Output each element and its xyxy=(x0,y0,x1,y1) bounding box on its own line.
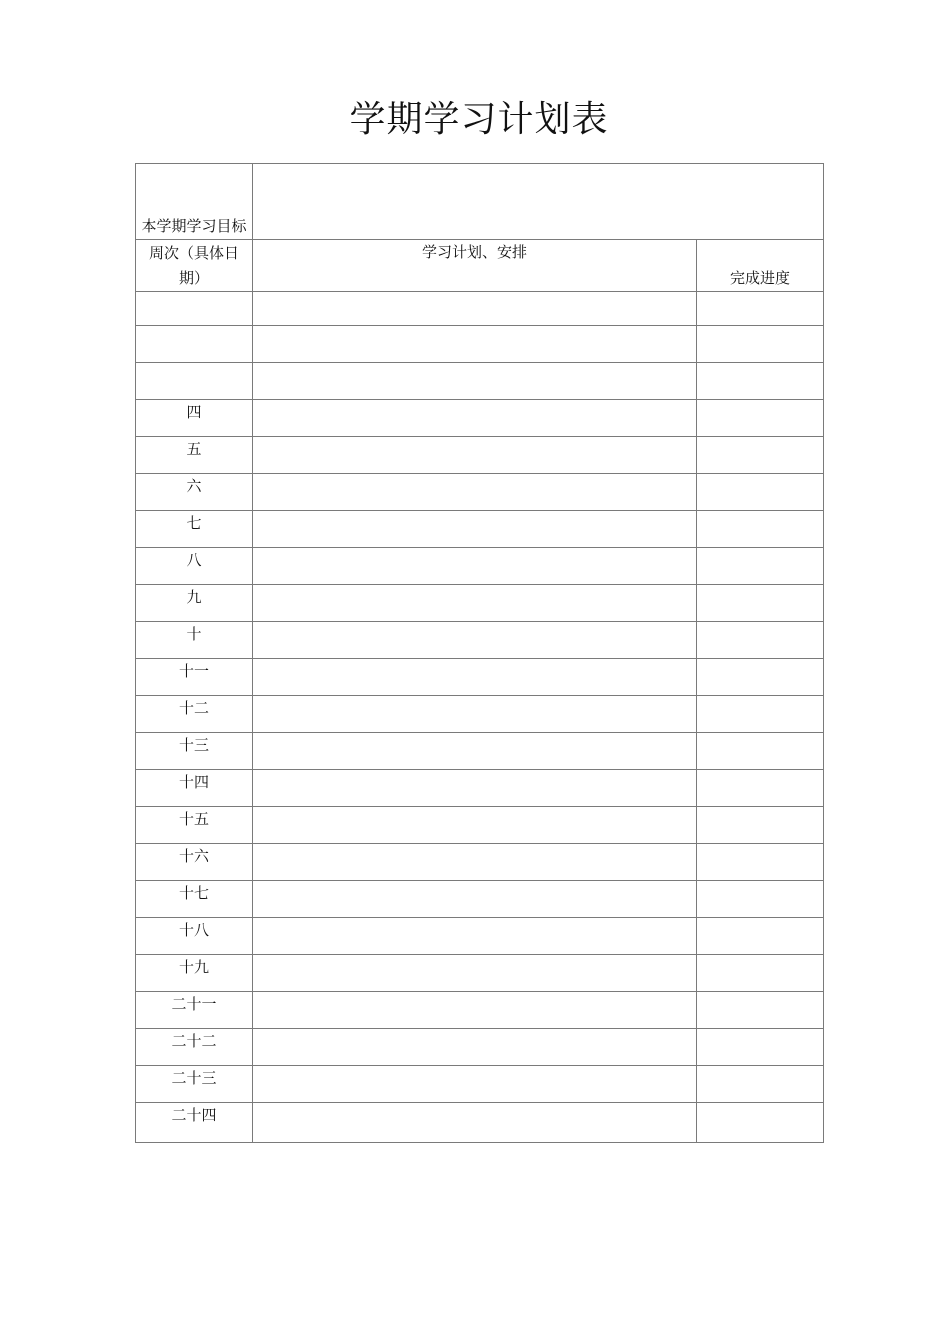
week-label-cell: 八 xyxy=(136,548,253,585)
table-row xyxy=(136,881,824,918)
progress-cell[interactable] xyxy=(697,881,824,918)
week-label-cell: 二十二 xyxy=(136,1029,253,1066)
week-column-header: 周次（具体日期） xyxy=(136,240,253,292)
table-row xyxy=(136,770,824,807)
plan-cell[interactable] xyxy=(253,511,697,548)
week-label-cell: 十四 xyxy=(136,770,253,807)
week-label-cell: 四 xyxy=(136,400,253,437)
progress-cell[interactable] xyxy=(697,1103,824,1143)
plan-cell[interactable] xyxy=(253,622,697,659)
plan-cell[interactable] xyxy=(253,770,697,807)
week-label-cell xyxy=(136,292,253,326)
table-row xyxy=(136,400,824,437)
week-label-cell xyxy=(136,326,253,363)
week-label-cell: 十 xyxy=(136,622,253,659)
week-label-cell: 十八 xyxy=(136,918,253,955)
progress-cell[interactable] xyxy=(697,918,824,955)
plan-cell[interactable] xyxy=(253,400,697,437)
week-label-cell: 七 xyxy=(136,511,253,548)
week-label-cell: 六 xyxy=(136,474,253,511)
plan-cell[interactable] xyxy=(253,733,697,770)
progress-cell[interactable] xyxy=(697,770,824,807)
table-row xyxy=(136,292,824,326)
table-row xyxy=(136,1066,824,1103)
week-label-cell: 十二 xyxy=(136,696,253,733)
plan-cell[interactable] xyxy=(253,881,697,918)
table-row xyxy=(136,326,824,363)
plan-cell[interactable] xyxy=(253,844,697,881)
week-label-cell: 五 xyxy=(136,437,253,474)
plan-cell[interactable] xyxy=(253,807,697,844)
week-label-cell: 十七 xyxy=(136,881,253,918)
goal-row xyxy=(136,164,824,240)
plan-cell[interactable] xyxy=(253,1029,697,1066)
table-row xyxy=(136,1103,824,1143)
table-row xyxy=(136,955,824,992)
table-row xyxy=(136,992,824,1029)
progress-cell[interactable] xyxy=(697,733,824,770)
table-row xyxy=(136,511,824,548)
progress-cell[interactable] xyxy=(697,659,824,696)
plan-cell[interactable] xyxy=(253,363,697,400)
plan-cell[interactable] xyxy=(253,918,697,955)
plan-cell[interactable] xyxy=(253,437,697,474)
progress-cell[interactable] xyxy=(697,992,824,1029)
week-label-cell: 二十一 xyxy=(136,992,253,1029)
plan-cell[interactable] xyxy=(253,548,697,585)
plan-cell[interactable] xyxy=(253,326,697,363)
progress-cell[interactable] xyxy=(697,474,824,511)
week-label-cell xyxy=(136,363,253,400)
progress-cell[interactable] xyxy=(697,548,824,585)
progress-cell[interactable] xyxy=(697,1029,824,1066)
table-row xyxy=(136,1029,824,1066)
header-row xyxy=(136,240,824,292)
table-row xyxy=(136,696,824,733)
progress-cell[interactable] xyxy=(697,807,824,844)
plan-cell[interactable] xyxy=(253,474,697,511)
plan-cell[interactable] xyxy=(253,659,697,696)
table-row xyxy=(136,548,824,585)
goal-value-cell[interactable] xyxy=(253,164,824,240)
table-row xyxy=(136,844,824,881)
plan-cell[interactable] xyxy=(253,1066,697,1103)
progress-cell[interactable] xyxy=(697,696,824,733)
week-label-cell: 二十三 xyxy=(136,1066,253,1103)
week-label-cell: 十六 xyxy=(136,844,253,881)
progress-cell[interactable] xyxy=(697,292,824,326)
goal-label: 本学期学习目标 xyxy=(136,164,253,240)
progress-cell[interactable] xyxy=(697,844,824,881)
table-row xyxy=(136,918,824,955)
plan-cell[interactable] xyxy=(253,585,697,622)
page-title: 学期学习计划表 xyxy=(349,99,609,140)
progress-cell[interactable] xyxy=(697,363,824,400)
plan-cell[interactable] xyxy=(253,992,697,1029)
table-row xyxy=(136,622,824,659)
plan-cell[interactable] xyxy=(253,1103,697,1143)
table-row xyxy=(136,437,824,474)
plan-cell[interactable] xyxy=(253,292,697,326)
progress-cell[interactable] xyxy=(697,511,824,548)
table-row xyxy=(136,659,824,696)
plan-column-header: 学习计划、安排 xyxy=(253,240,697,292)
table-row xyxy=(136,807,824,844)
progress-cell[interactable] xyxy=(697,400,824,437)
progress-cell[interactable] xyxy=(697,437,824,474)
plan-cell[interactable] xyxy=(253,955,697,992)
week-label-cell: 十一 xyxy=(136,659,253,696)
week-label-cell: 十三 xyxy=(136,733,253,770)
week-label-cell: 十九 xyxy=(136,955,253,992)
progress-cell[interactable] xyxy=(697,955,824,992)
table-row xyxy=(136,474,824,511)
plan-cell[interactable] xyxy=(253,696,697,733)
progress-cell[interactable] xyxy=(697,585,824,622)
progress-cell[interactable] xyxy=(697,326,824,363)
table-row xyxy=(136,733,824,770)
progress-cell[interactable] xyxy=(697,1066,824,1103)
week-label-cell: 十五 xyxy=(136,807,253,844)
table-row xyxy=(136,363,824,400)
progress-column-header: 完成进度 xyxy=(697,240,824,292)
week-label-cell: 九 xyxy=(136,585,253,622)
progress-cell[interactable] xyxy=(697,622,824,659)
table-row xyxy=(136,585,824,622)
study-plan-table xyxy=(135,163,824,1143)
week-label-cell: 二十四 xyxy=(136,1103,253,1143)
